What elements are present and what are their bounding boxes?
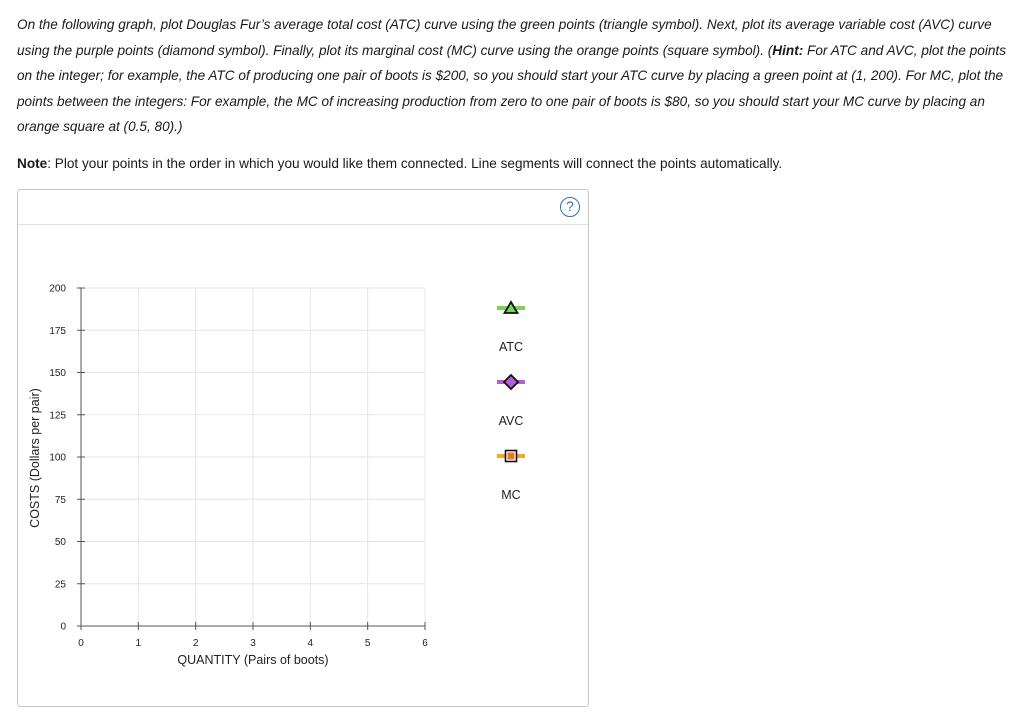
x-tick-label: 4 [307, 638, 314, 649]
legend-label-atc: ATC [498, 340, 524, 354]
graph-axes [49, 284, 428, 650]
y-tick-label: 175 [49, 325, 66, 337]
y-tick-label: 100 [49, 452, 66, 464]
graph-legend [497, 302, 525, 502]
y-tick-label: 50 [54, 537, 66, 548]
x-tick-label: 1 [135, 638, 142, 649]
x-axis-title: QUANTITY (Pairs of boots) [177, 653, 329, 667]
x-tick-label: 3 [250, 638, 256, 649]
y-tick-label: 75 [54, 494, 66, 506]
y-tick-label: 150 [49, 368, 66, 379]
y-axis-title: COSTS (Dollars per pair) [28, 388, 42, 528]
help-icon[interactable]: ? [560, 197, 580, 217]
x-tick-label: 5 [364, 638, 371, 649]
instructions-part-1: On the following graph, plot Douglas Fur’s average total cost (ATC) curve using the green points (triangle symbol). Next, plot its average variable cost (AVC) curve using the purple points (diamond symbol). Finally, plot its marginal cost (MC) curve using the orange points (square symbol). ( [17, 17, 992, 58]
square-icon-fill [508, 453, 515, 460]
instructions-part-2: For ATC and AVC, plot the points on the integer; for example, the ATC of producing one pair of boots is $200, so you should start your ATC curve by placing a green point at (1, 200). For MC, plot the points between the integers: For example, the MC of increasing production from zero to one pair of boots is $80, so you should start your MC curve by placing an orange square at (0.5, 80).) [17, 42, 1006, 135]
y-tick-label: 200 [49, 283, 66, 295]
legend-label-avc: AVC [498, 414, 524, 428]
hint-label: Hint: [772, 42, 804, 58]
legend-tool-atc[interactable] [497, 302, 525, 354]
y-tick-label: 25 [54, 579, 66, 591]
graph-grid [81, 288, 425, 626]
y-tick-label: 0 [60, 621, 66, 633]
diamond-icon [504, 375, 518, 389]
legend-label-mc: MC [501, 488, 521, 502]
x-tick-label: 2 [192, 638, 199, 649]
legend-tool-mc[interactable] [497, 451, 525, 503]
x-tick-label: 0 [78, 638, 84, 649]
note-text: : Plot your points in the order in which you would like them connected. Line segments will connect the points automatically. [47, 156, 783, 171]
y-tick-label: 125 [49, 410, 66, 422]
x-tick-label: 6 [422, 638, 428, 649]
note-label: Note [17, 156, 48, 171]
legend-tool-avc[interactable] [497, 375, 525, 428]
